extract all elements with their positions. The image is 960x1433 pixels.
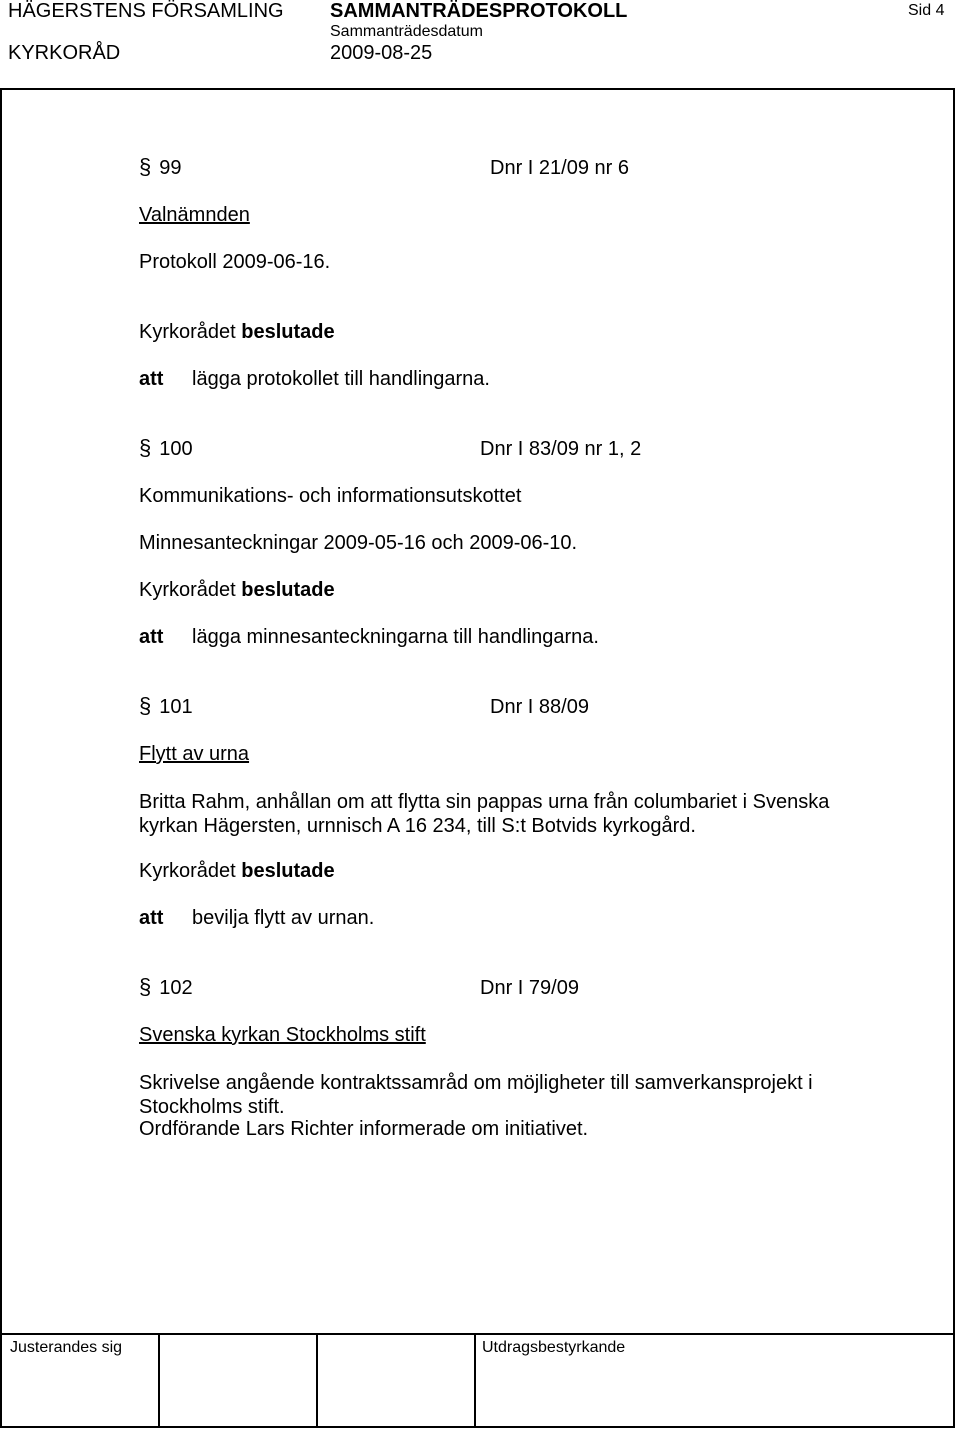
section-subject: Britta Rahm, anhållan om att flytta sin pappas urna från columbariet i Svenska kyrkan Hägersten, urnnisch A 16 234, till S:t Botvids kyrkogård.: [139, 791, 830, 837]
decision-text: bevilja flytt av urnan.: [192, 907, 375, 929]
dnr-reference: Dnr I 79/09: [480, 977, 579, 999]
justerandes-label: Justerandes sig: [10, 1339, 123, 1356]
section-number-value: 102: [159, 977, 193, 999]
decision-word: beslutade: [241, 321, 335, 343]
att-word: att: [139, 907, 164, 929]
signature-cell: [318, 1335, 476, 1426]
section-topic: Flytt av urna: [139, 743, 250, 765]
decision-word: beslutade: [241, 860, 335, 882]
utdrag-label: Utdragsbestyrkande: [482, 1339, 626, 1356]
section-topic: Svenska kyrkan Stockholms stift: [139, 1024, 426, 1046]
section-subject: Minnesanteckningar 2009-05-16 och 2009-06-10.: [139, 532, 578, 554]
date-label: Sammanträdesdatum: [330, 23, 483, 40]
dnr-reference: Dnr I 21/09 nr 6: [490, 157, 629, 179]
parish-name: HÄGERSTENS FÖRSAMLING: [8, 0, 284, 22]
decision-text: lägga minnesanteckningarna till handlingarna.: [192, 626, 599, 648]
paragraph-mark: §: [139, 435, 152, 460]
section-number-value: 100: [159, 438, 193, 460]
decision-heading: [139, 579, 335, 602]
page-number: Sid 4: [908, 2, 945, 19]
section-topic: Valnämnden: [139, 204, 250, 226]
dnr-reference: Dnr I 88/09: [490, 696, 589, 718]
decision-prefix: Kyrkorådet: [139, 321, 236, 343]
decision-heading: [139, 860, 335, 883]
att-word: att: [139, 368, 164, 390]
decision-prefix: Kyrkorådet: [139, 579, 236, 601]
decision-word: beslutade: [241, 579, 335, 601]
section-number: [139, 693, 193, 719]
signature-cell: [2, 1335, 160, 1426]
section-topic: Kommunikations- och informationsutskottet: [139, 485, 522, 507]
certification-cell: [476, 1335, 953, 1426]
section-note: Ordförande Lars Richter informerade om initiativet.: [139, 1118, 589, 1140]
meeting-date: 2009-08-25: [330, 42, 433, 64]
decision-heading: [139, 321, 335, 344]
section-subject: Protokoll 2009-06-16.: [139, 251, 331, 273]
section-number: [139, 974, 193, 1000]
dnr-reference: Dnr I 83/09 nr 1, 2: [480, 438, 642, 460]
att-word: att: [139, 626, 164, 648]
paragraph-mark: §: [139, 693, 152, 718]
section-subject: Skrivelse angående kontraktssamråd om möjligheter till samverkansprojekt i Stockholms stift.: [139, 1072, 813, 1118]
decision-text: lägga protokollet till handlingarna.: [192, 368, 490, 390]
document-type: SAMMANTRÄDESPROTOKOLL: [330, 0, 628, 22]
section-number: [139, 435, 193, 461]
signature-footer: [0, 1333, 955, 1428]
body-name: KYRKORÅD: [8, 42, 121, 64]
signature-cell: [160, 1335, 318, 1426]
paragraph-mark: §: [139, 974, 152, 999]
section-number: [139, 154, 182, 180]
section-number-value: 99: [159, 157, 182, 179]
section-number-value: 101: [159, 696, 193, 718]
decision-prefix: Kyrkorådet: [139, 860, 236, 882]
paragraph-mark: §: [139, 154, 152, 179]
